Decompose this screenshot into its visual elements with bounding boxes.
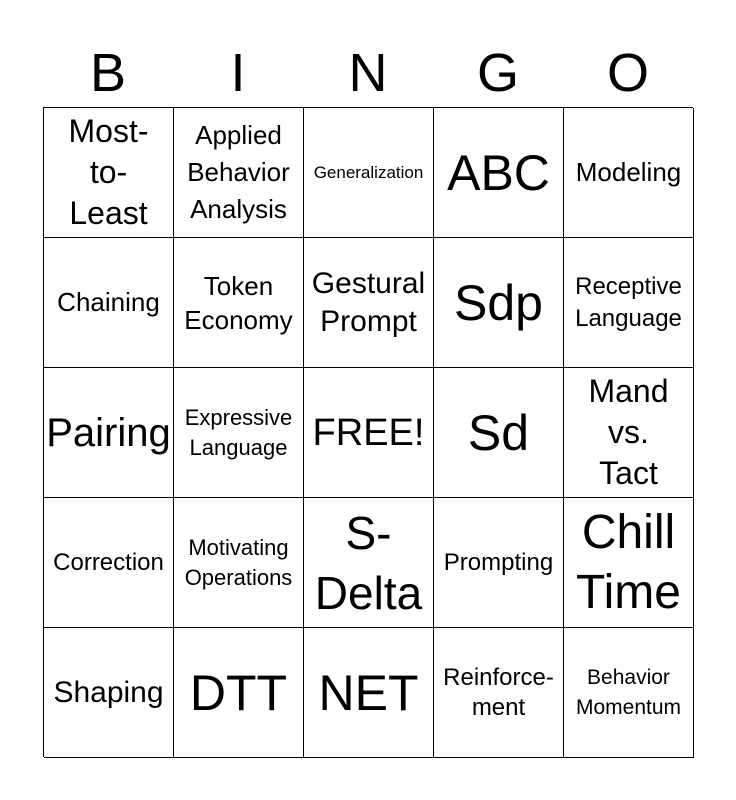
bingo-cell-r1c5[interactable]	[564, 108, 694, 238]
bingo-cell-r2c2[interactable]	[174, 238, 304, 368]
cell-label: ABC	[447, 144, 550, 201]
cell-label: Sd	[467, 404, 530, 461]
bingo-header	[43, 40, 693, 106]
bingo-cell-r1c2[interactable]	[174, 108, 304, 238]
cell-label: Receptive Language	[575, 272, 682, 332]
cell-label: DTT	[189, 664, 288, 721]
cell-label: Reinforce-ment	[443, 663, 554, 721]
bingo-cell-r4c1[interactable]	[44, 498, 174, 628]
header-letter-i: I	[230, 43, 246, 103]
bingo-cell-r3c1[interactable]	[44, 368, 174, 498]
header-letter-b: B	[89, 43, 127, 103]
cell-label: Behavior Momentum	[575, 665, 682, 719]
bingo-cell-r2c1[interactable]	[44, 238, 174, 368]
cell-label: Applied Behavior Analysis	[187, 120, 290, 224]
bingo-cell-r3c2[interactable]	[174, 368, 304, 498]
cell-label: Most-to-Least	[68, 113, 149, 231]
cell-label: Pairing	[46, 410, 171, 455]
bingo-cell-r1c1[interactable]	[44, 108, 174, 238]
bingo-cell-r4c5[interactable]	[564, 498, 694, 628]
cell-label: Gestural Prompt	[311, 266, 426, 338]
bingo-card-grid	[43, 107, 693, 757]
bingo-cell-r5c3[interactable]	[304, 628, 434, 758]
bingo-cell-r5c5[interactable]	[564, 628, 694, 758]
bingo-cell-r1c3[interactable]	[304, 108, 434, 238]
bingo-cell-r2c5[interactable]	[564, 238, 694, 368]
cell-label: Expressive Language	[184, 404, 293, 460]
cell-label: S-Delta	[314, 506, 423, 619]
bingo-cell-r3c4[interactable]	[434, 368, 564, 498]
cell-label: Token Economy	[184, 270, 293, 335]
cell-label: Chill Time	[576, 505, 681, 619]
bingo-cell-r3c5[interactable]	[564, 368, 694, 498]
cell-label: Chaining	[57, 287, 160, 317]
cell-label: Correction	[53, 548, 164, 576]
cell-label: Mand vs. Tact	[588, 373, 669, 491]
cell-label: Sdp	[454, 274, 543, 331]
cell-label: Generalization	[313, 162, 424, 182]
cell-label: FREE!	[312, 411, 425, 454]
bingo-cell-r5c1[interactable]	[44, 628, 174, 758]
bingo-cell-r2c4[interactable]	[434, 238, 564, 368]
bingo-cell-r1c4[interactable]	[434, 108, 564, 238]
bingo-cell-r4c2[interactable]	[174, 498, 304, 628]
header-letter-o: O	[606, 43, 649, 103]
bingo-cell-r4c4[interactable]	[434, 498, 564, 628]
bingo-cell-r2c3[interactable]	[304, 238, 434, 368]
cell-label: Modeling	[575, 157, 682, 187]
bingo-cell-r4c3[interactable]	[304, 498, 434, 628]
cell-label: Shaping	[53, 675, 164, 709]
header-letter-g: G	[476, 43, 519, 103]
bingo-cell-r5c4[interactable]	[434, 628, 564, 758]
bingo-cell-r5c2[interactable]	[174, 628, 304, 758]
cell-label: Motivating Operations	[184, 534, 293, 590]
cell-label: Prompting	[443, 548, 554, 576]
bingo-cell-free[interactable]	[304, 368, 434, 498]
cell-label: NET	[318, 664, 419, 721]
header-letter-n: N	[348, 43, 388, 103]
